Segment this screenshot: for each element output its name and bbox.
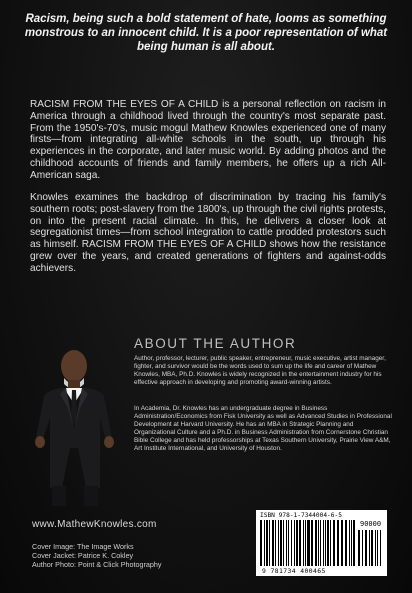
website-link[interactable]: www.MathewKnowles.com: [32, 519, 157, 530]
isbn-barcode: [256, 510, 387, 576]
isbn-number: ISBN 978-1-7344004-6-5: [260, 512, 342, 519]
credit-cover-image: Cover Image: The Image Works: [32, 542, 134, 551]
ean-digits: 9 781734 400465: [262, 567, 326, 575]
credit-author-photo: Author Photo: Point & Click Photography: [32, 560, 162, 569]
credits: [32, 542, 161, 569]
credit-cover-jacket: Cover Jacket: Patrice K. Cokley: [32, 551, 134, 560]
author-bio-1: Author, professor, lecturer, public speaker, entrepreneur, music executive, artist manager, fighter, and survivor would be the words used to sum up the life and career of Mathew Knowles, MBA, Ph.D. Knowles is widely recognized in the entertainment industry for his effective approach in developing and promoting award-winning artists.: [134, 355, 386, 386]
description-paragraph-1: RACISM FROM THE EYES OF A CHILD is a personal reflection on racism in America through a childhood lived through the country's most separate past. From the 1950's-70's, music mogul Mathew Knowles experienced one of many firsts—from integrating all-white schools in the south, up through his experiences in the corporate, and later music world. By adding photos and the childhood accounts of friends and family members, he offers up a rich All-American saga.: [30, 99, 386, 181]
ean-barcode-icon: [260, 520, 358, 566]
description-paragraph-2: Knowles examines the backdrop of discrimination by tracing his family's southern roots; post-slavery from the 1800's, up through the civil rights protests, on into the present racial climate. In this, he delivers a closer look at segregationist times—from school integration to cattle prodded protestors such as himself. RACISM FROM THE EYES OF A CHILD shows how the resistance grew over the years, and created generations of fighters and against-odds achievers.: [30, 192, 386, 274]
pull-quote: Racism, being such a bold statement of hate, looms as something monstrous to an innocent child. It is a poor representation of what being human is all about.: [24, 13, 388, 53]
price-code: 90000: [360, 520, 382, 528]
author-photo: [28, 338, 124, 508]
price-barcode-icon: [358, 530, 384, 566]
about-author-heading: ABOUT THE AUTHOR: [134, 336, 297, 351]
author-bio-2: In Academia, Dr. Knowles has an undergraduate degree in Business Administration/Economics from Fisk University as well as Advanced Studies in Professional Development at Harvard University. He has an MBA in Strategic Planning and Organizational Culture and a Ph.D. in Business Administration from Cornerstone Christian Bible College and has held professorships at Texas Southern University, Prairie View A&M, Art Institute International, and University of Houston.: [134, 405, 392, 452]
